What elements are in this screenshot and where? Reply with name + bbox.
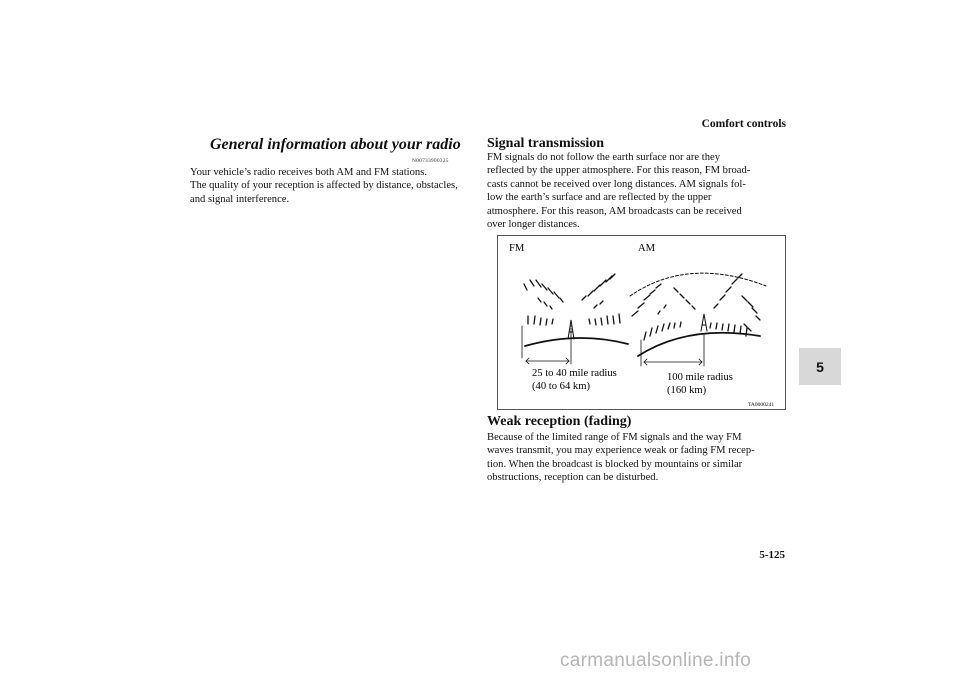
radio-info-heading: General information about your radio: [210, 136, 461, 153]
section-code: N00733900325: [412, 158, 449, 164]
am-label: AM: [638, 243, 656, 254]
am-earth-curve: [638, 333, 760, 356]
fm-radius-label: 25 to 40 mile radius: [532, 368, 617, 379]
text-line: atmosphere. For this reason, AM broadcasts can be received: [487, 205, 742, 217]
figure-code: TA0000241: [748, 402, 775, 408]
weak-reception-heading: Weak reception (fading): [487, 414, 632, 429]
am-wave-marks: [632, 274, 760, 340]
signal-transmission-heading: Signal transmission: [487, 136, 605, 151]
text-line: waves transmit, you may experience weak or fading FM recep-: [487, 445, 755, 457]
am-radius-label: 100 mile radius: [667, 372, 733, 383]
weak-reception-paragraph: [487, 431, 787, 485]
fm-label: FM: [509, 243, 525, 254]
text-line: Your vehicle’s radio receives both AM and FM stations.: [190, 167, 427, 178]
text-line: over longer distances.: [487, 219, 580, 231]
signal-range-illustration: [498, 236, 785, 409]
section-header: Comfort controls: [701, 118, 786, 130]
text-line: reflected by the upper atmosphere. For this reason, FM broad-: [487, 165, 751, 177]
radio-info-paragraph: [190, 166, 478, 206]
fm-wave-marks: [524, 274, 620, 325]
fm-radius-metric-label: (40 to 64 km): [532, 381, 590, 392]
am-radius-metric-label: (160 km): [667, 385, 707, 396]
text-line: The quality of your reception is affected by distance, obstacles,: [190, 180, 458, 192]
watermark-text: carmanualsonline.info: [560, 650, 752, 671]
text-line: Because of the limited range of FM signals and the way FM: [487, 432, 742, 443]
signal-transmission-paragraph: [487, 151, 787, 231]
text-line: obstructions, reception can be disturbed.: [487, 472, 659, 484]
text-line: casts cannot be received over long distances. AM signals fol-: [487, 178, 746, 190]
text-line: and signal interference.: [190, 193, 290, 205]
text-line: tion. When the broadcast is blocked by mountains or similar: [487, 458, 743, 470]
fm-earth-curve: [525, 338, 628, 346]
chapter-tab: 5: [799, 348, 841, 385]
am-sky-dome: [630, 273, 766, 296]
signal-range-diagram: [497, 235, 786, 410]
text-line: low the earth’s surface and are reflected by the upper: [487, 192, 712, 204]
page-number: 5-125: [759, 549, 785, 561]
text-line: FM signals do not follow the earth surface nor are they: [487, 152, 721, 163]
am-tower-icon: [701, 314, 707, 331]
